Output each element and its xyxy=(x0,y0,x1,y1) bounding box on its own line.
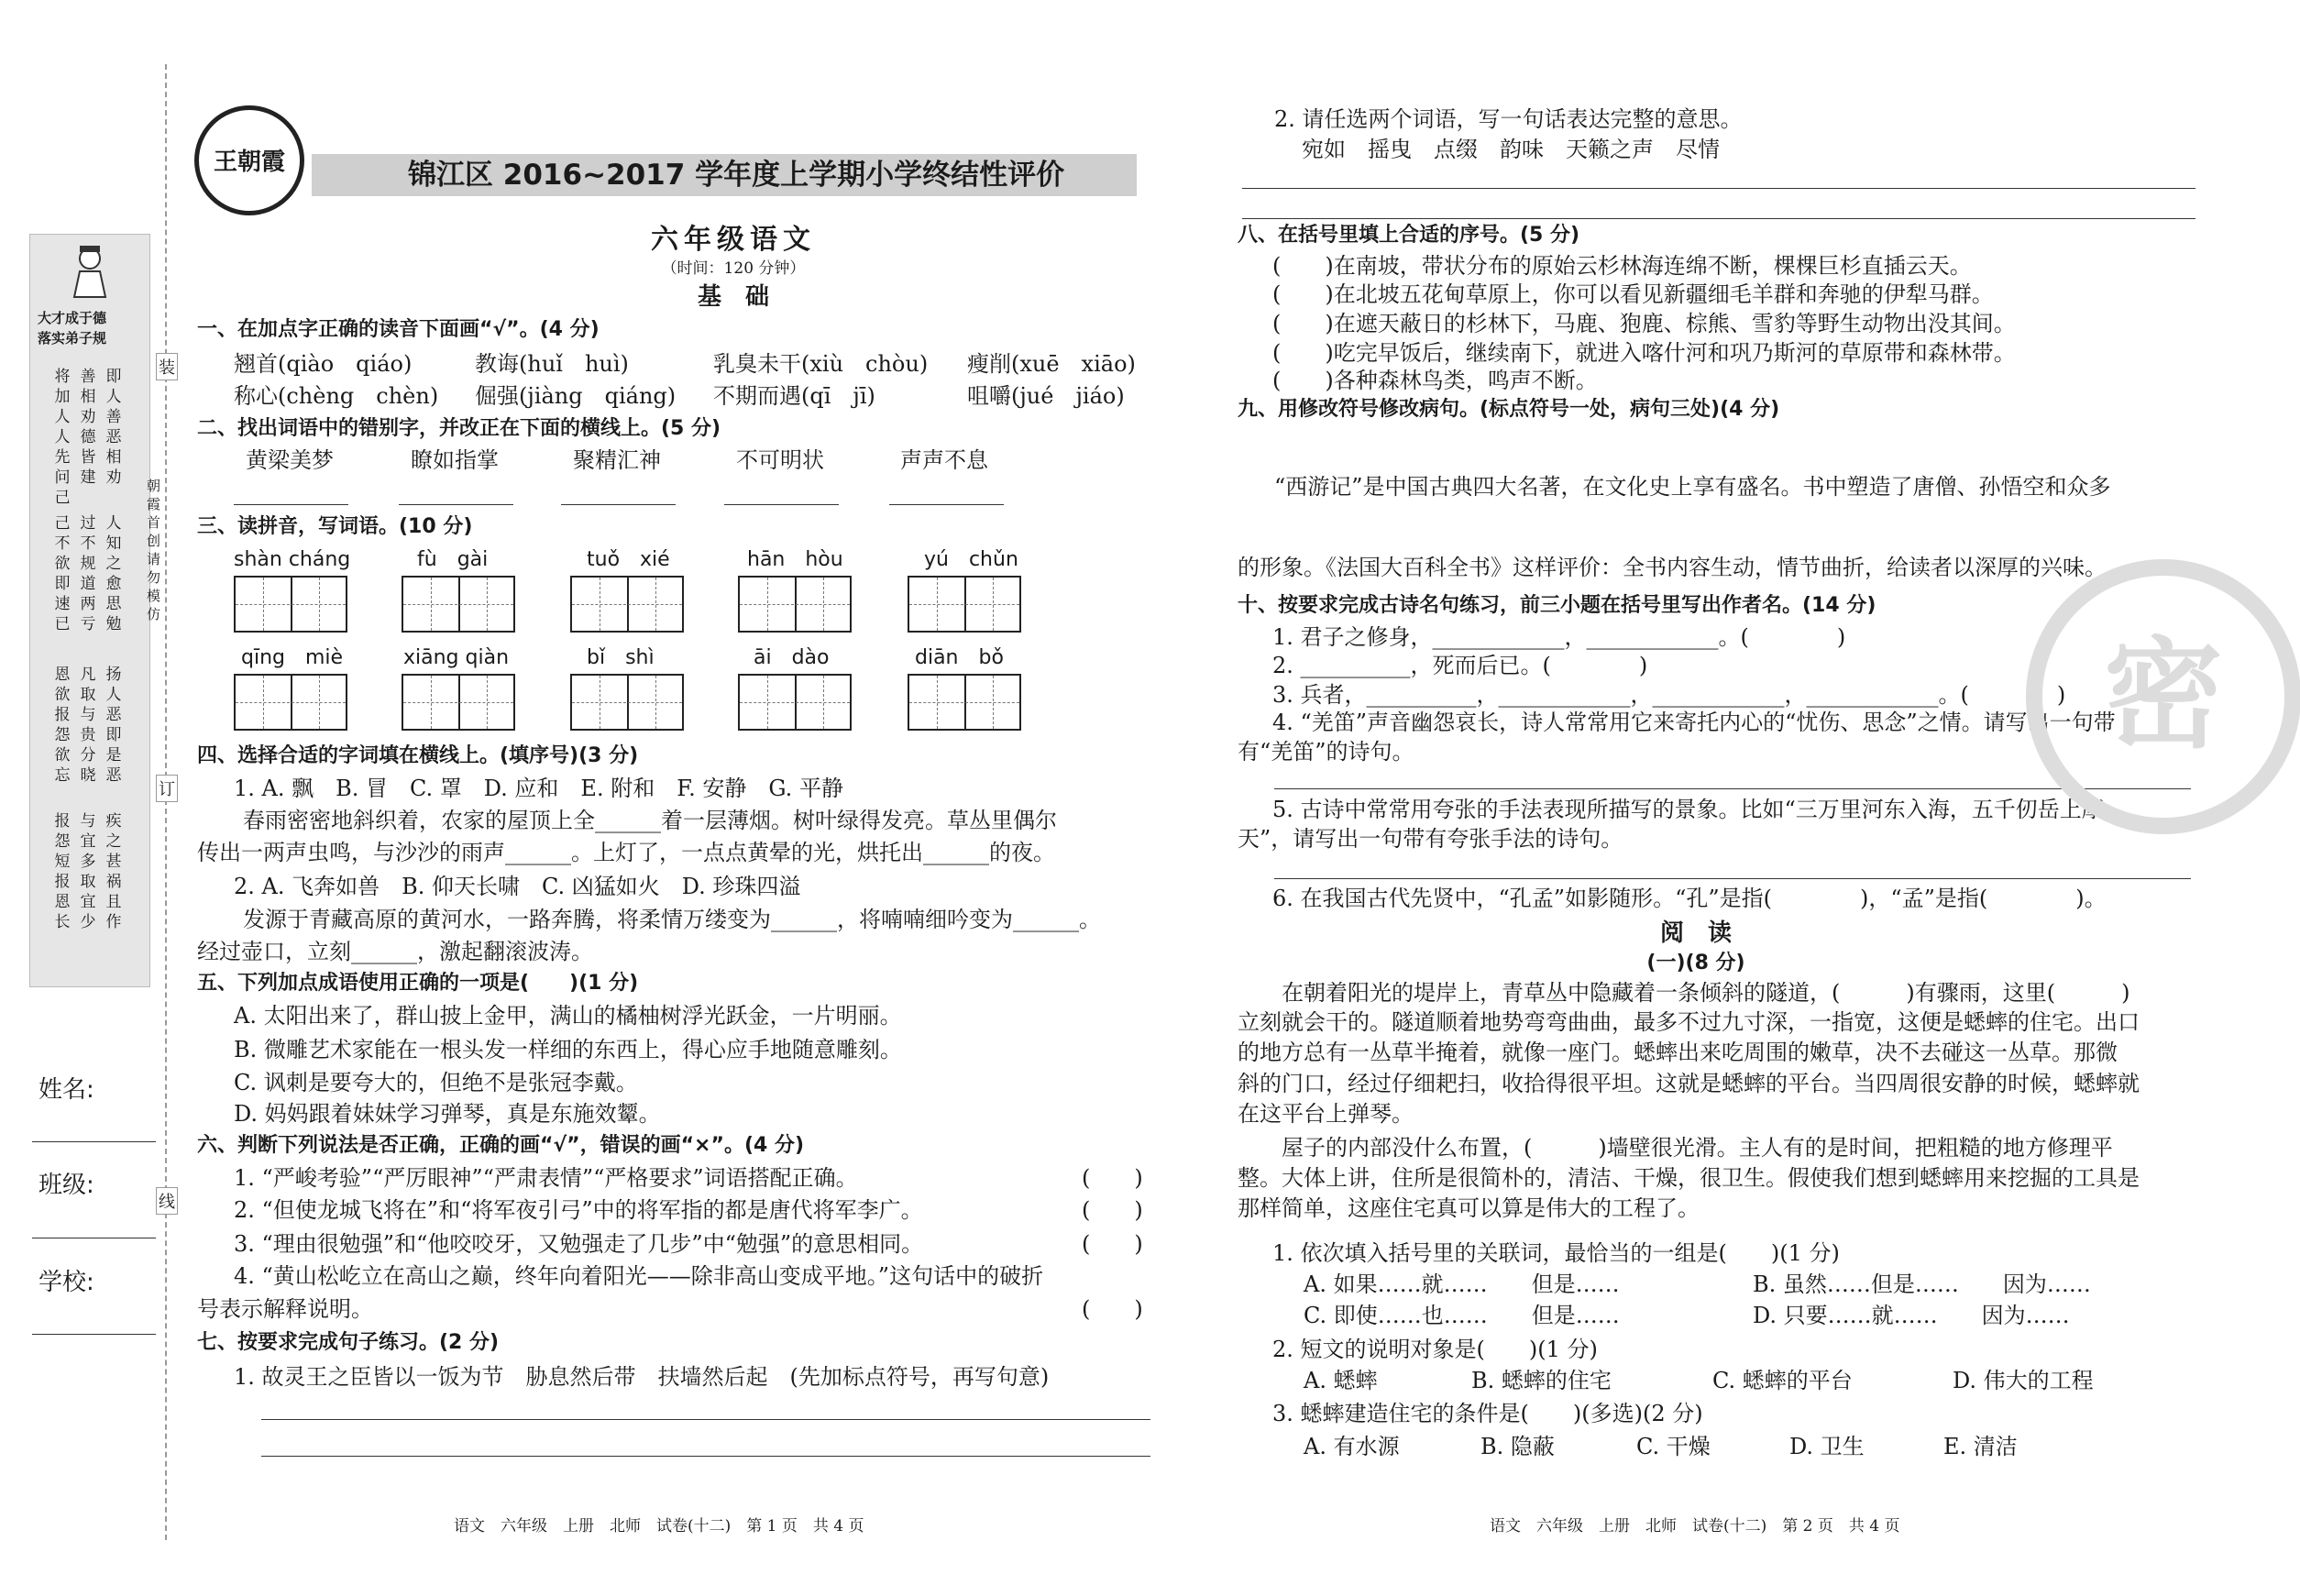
logo-badge xyxy=(194,105,304,215)
q2-answer-line[interactable] xyxy=(724,504,839,505)
q5-heading: 五、下列加点成语使用正确的一项是( )(1 分) xyxy=(197,972,639,995)
q7-2-answer-line[interactable] xyxy=(1242,218,2195,219)
q2-word: 瞭如指掌 xyxy=(411,447,499,473)
q6-item: 3. “理由很勉强”和“他咬咬牙，又勉强走了几步”中“勉强”的意思相同。 xyxy=(234,1231,924,1257)
q3-writing-grid[interactable] xyxy=(908,674,1021,731)
q3-writing-grid[interactable] xyxy=(738,674,852,731)
q4-options-2: 2. A. 飞奔如兽 B. 仰天长啸 C. 凶猛如火 D. 珍珠四溢 xyxy=(234,874,801,899)
reading-heading: 阅 读 xyxy=(1659,919,1732,947)
reading-q2[interactable]: 2. 短文的说明对象是( )(1 分) xyxy=(1272,1337,1598,1362)
class-label: 班级: xyxy=(39,1172,94,1199)
q6-answer-paren[interactable]: ( ) xyxy=(1082,1165,1143,1191)
q1-item[interactable]: 不期而遇(qī jī) xyxy=(713,383,875,409)
motto-col-1: 将加人人先问己 xyxy=(54,368,71,507)
q10-item-3[interactable]: 3. 兵者，__________，____________，____________，____________。( ) xyxy=(1272,682,2066,708)
q1-item[interactable]: 瘦削(xuē xiāo) xyxy=(967,351,1136,377)
reading-q1-option[interactable]: B. 虽然……但是…… 因为…… xyxy=(1753,1271,2091,1297)
q10-5-answer-line[interactable] xyxy=(1274,878,2191,879)
q2-answer-line[interactable] xyxy=(889,504,1004,505)
q7-2-answer-line[interactable] xyxy=(1242,188,2195,189)
q7-item-1: 1. 故灵王之臣皆以一饭为节 胁息然后带 扶墙然后起 (先加标点符号，再写句意) xyxy=(234,1364,1050,1390)
cut-label-3: 线 xyxy=(156,1187,178,1215)
reading-q1-option[interactable]: D. 只要……就…… 因为…… xyxy=(1753,1303,2070,1328)
motto-col-4: 己不欲即速已 xyxy=(54,514,71,633)
q10-item-5a: 5. 古诗中常常用夸张的手法表现所描写的景象。比如“三万里河东入海，五千仞岳上摩 xyxy=(1272,797,2104,822)
reading-q2-option[interactable]: B. 蟋蟀的住宅 xyxy=(1471,1368,1612,1393)
reading-q3-option[interactable]: C. 干燥 xyxy=(1636,1434,1711,1459)
q8-item[interactable]: ( )在南坡，带状分布的原始云杉林海连绵不断，棵棵巨杉直插云天。 xyxy=(1272,253,1972,279)
q2-answer-line[interactable] xyxy=(399,504,513,505)
scholar-figure xyxy=(67,244,113,299)
q3-pinyin: fù gài xyxy=(417,548,489,571)
motto-col-3: 即人善恶相劝 xyxy=(105,368,122,487)
section-basic: 基 础 xyxy=(697,283,769,311)
q3-writing-grid[interactable] xyxy=(738,576,852,633)
slogan-2: 落实弟子规 xyxy=(38,330,107,347)
q10-item-4a: 4. “羌笛”声音幽怨哀长，诗人常常用它来寄托内心的“忧伤、思念”之情。请写出一句带 xyxy=(1272,710,2116,735)
q1-item[interactable]: 教诲(huǐ huì) xyxy=(475,351,629,377)
passage-line: 那样简单，这座住宅真可以算是伟大的工程了。 xyxy=(1238,1195,1700,1221)
subject-title: 六年级语文 xyxy=(651,224,816,256)
q3-writing-grid[interactable] xyxy=(570,576,684,633)
q7-answer-line[interactable] xyxy=(261,1456,1150,1457)
confidential-stamp xyxy=(2026,559,2300,834)
q2-heading: 二、找出词语中的错别字，并改正在下面的横线上。(5 分) xyxy=(197,417,721,440)
q4-text-1a: 春雨密密地斜织着，农家的屋顶上全______着一层薄烟。树叶绿得发亮。草丛里偶尔 xyxy=(243,808,1057,833)
q6-item: 1. “严峻考验”“严厉眼神”“严肃表情”“严格要求”词语搭配正确。 xyxy=(234,1165,858,1191)
q3-writing-grid[interactable] xyxy=(908,576,1021,633)
reading-q3[interactable]: 3. 蟋蟀建造住宅的条件是( )(多选)(2 分) xyxy=(1272,1401,1703,1426)
q9-heading: 九、用修改符号修改病句。(标点符号一处，病句三处)(4 分) xyxy=(1238,398,1780,421)
exam-title: 锦江区 2016~2017 学年度上学期小学终结性评价 xyxy=(408,159,1065,192)
q8-heading: 八、在括号里填上合适的序号。(5 分) xyxy=(1238,224,1580,247)
q6-item-4-cont: 号表示解释说明。 xyxy=(197,1296,373,1322)
motto-col-6: 人知之愈思勉 xyxy=(105,514,122,633)
q8-item[interactable]: ( )吃完早饭后，继续南下，就进入喀什河和巩乃斯河的草原带和森林带。 xyxy=(1272,340,2016,366)
name-line[interactable] xyxy=(32,1141,156,1142)
q3-pinyin: yú chǔn xyxy=(924,548,1018,571)
cut-label-2: 订 xyxy=(156,775,178,802)
q3-pinyin: tuǒ xié xyxy=(587,548,670,571)
q6-item: 4. “黄山松屹立在高山之巅，终年向着阳光——除非高山变成平地。”这句话中的破折 xyxy=(234,1263,1044,1289)
passage-line[interactable]: 屋子的内部没什么布置，( )墙壁很光滑。主人有的是时间，把粗糙的地方修理平 xyxy=(1282,1135,2113,1161)
q6-answer-paren[interactable]: ( ) xyxy=(1082,1296,1143,1322)
q7-item-2-words: 宛如 摇曳 点缀 韵味 天籁之声 尽情 xyxy=(1302,137,1720,162)
q2-word: 声声不息 xyxy=(900,447,988,473)
q7-heading: 七、按要求完成句子练习。(2 分) xyxy=(197,1331,500,1354)
q6-answer-paren[interactable]: ( ) xyxy=(1082,1197,1143,1223)
passage-line: 的地方总有一丛草半掩着，就像一座门。蟋蟀出来吃周围的嫩草，决不去碰这一丛草。那微 xyxy=(1238,1040,2118,1065)
motto-col-8: 凡取与贵分晓 xyxy=(80,666,96,785)
q5-option[interactable]: D. 妈妈跟着妹妹学习弹琴，真是东施效颦。 xyxy=(234,1101,661,1127)
q8-item[interactable]: ( )在北坡五花甸草原上，你可以看见新疆细毛羊群和奔驰的伊犁马群。 xyxy=(1272,281,1994,307)
q4-text-1b: 传出一两声虫鸣，与沙沙的雨声______。上灯了，一点点黄晕的光，烘托出______的夜。 xyxy=(197,840,1055,865)
reading-q3-option[interactable]: E. 清洁 xyxy=(1943,1434,2018,1459)
q3-pinyin: hān hòu xyxy=(747,548,843,571)
q6-heading: 六、判断下列说法是否正确，正确的画“√”，错误的画“×”。(4 分) xyxy=(197,1134,805,1157)
school-line[interactable] xyxy=(32,1334,156,1335)
binding-cut-line xyxy=(165,64,167,1540)
q4-options-1: 1. A. 飘 B. 冒 C. 罩 D. 应和 E. 附和 F. 安静 G. 平静 xyxy=(234,776,843,801)
q3-writing-grid[interactable] xyxy=(234,674,347,731)
q1-item[interactable]: 翘首(qiào qiáo) xyxy=(234,351,413,377)
reading-q1-option[interactable]: C. 即使……也…… 但是…… xyxy=(1304,1303,1620,1328)
q2-word: 黄梁美梦 xyxy=(246,447,334,473)
q5-option[interactable]: C. 讽刺是要夸大的，但绝不是张冠李戴。 xyxy=(234,1070,638,1095)
q3-pinyin: qīng miè xyxy=(241,646,344,669)
q10-item-4b: 有“羌笛”的诗句。 xyxy=(1238,739,1414,765)
q3-pinyin: diān bǒ xyxy=(915,646,1004,669)
school-label: 学校: xyxy=(39,1269,94,1296)
q1-item[interactable]: 倔强(jiàng qiáng) xyxy=(475,383,677,409)
q3-writing-grid[interactable] xyxy=(402,576,515,633)
name-label: 姓名: xyxy=(39,1076,94,1104)
q3-pinyin: āi dào xyxy=(754,646,830,669)
passage-line: 整。大体上讲，住所是很简朴的，清洁、干燥，很卫生。假使我们想到蟋蟀用来挖掘的工具是 xyxy=(1238,1165,2140,1191)
reading-q3-option[interactable]: D. 卫生 xyxy=(1789,1434,1865,1459)
motto-col-10: 报怨短报恩长 xyxy=(54,812,71,931)
q2-answer-line[interactable] xyxy=(561,504,676,505)
q3-writing-grid[interactable] xyxy=(234,576,347,633)
q6-item: 2. “但使龙城飞将在”和“将军夜引弓”中的将军指的都是唐代将军李广。 xyxy=(234,1197,923,1223)
passage-line: 立刻就会干的。隧道顺着地势弯弯曲曲，最多不过九寸深，一指宽，这便是蟋蟀的住宅。出口 xyxy=(1238,1009,2140,1035)
reading-q3-option[interactable]: B. 隐蔽 xyxy=(1480,1434,1555,1459)
q9-text-a[interactable]: “西游记”是中国古典四大名著，在文化史上享有盛名。书中塑造了唐僧、孙悟空和众多 xyxy=(1274,474,2111,500)
passage-line: 在这平台上弹琴。 xyxy=(1238,1101,1414,1127)
footer-right: 语文 六年级 上册 北师 试卷(十二) 第 2 页 共 4 页 xyxy=(1490,1517,1900,1535)
reading-q1-option[interactable]: A. 如果……就…… 但是…… xyxy=(1304,1271,1620,1297)
q4-text-2b: 经过壶口，立刻______，激起翻滚波涛。 xyxy=(197,939,593,964)
motto-col-5: 过不规道两亏 xyxy=(80,514,96,633)
q1-item[interactable]: 称心(chèng chèn) xyxy=(234,383,439,409)
q6-answer-paren[interactable]: ( ) xyxy=(1082,1231,1143,1257)
q3-pinyin: bǐ shì xyxy=(587,646,655,669)
q10-item-1[interactable]: 1. 君子之修身，____________，____________。( ) xyxy=(1272,624,1846,650)
reading-part-1: (一)(8 分) xyxy=(1646,952,1745,974)
q9-text-b[interactable]: 的形象。《法国大百科全书》这样评价：全书内容生动，情节曲折，给读者以深厚的兴味。 xyxy=(1238,555,2107,580)
q2-word: 聚精汇神 xyxy=(573,447,661,473)
motto-col-9: 扬人恶即是恶 xyxy=(105,666,122,785)
q1-item[interactable]: 乳臭未干(xiù chòu) xyxy=(713,351,929,377)
q2-answer-line[interactable] xyxy=(234,504,348,505)
reading-q2-option[interactable]: A. 蟋蟀 xyxy=(1304,1368,1378,1393)
passage-line[interactable]: 在朝着阳光的堤岸上，青草丛中隐藏着一条倾斜的隧道，( )有骤雨，这里( ) xyxy=(1282,980,2130,1006)
logo-text: 王朝霞 xyxy=(213,149,285,176)
q10-heading: 十、按要求完成古诗名句练习，前三小题在括号里写出作者名。(14 分) xyxy=(1238,594,1876,617)
q5-option[interactable]: B. 微雕艺术家能在一根头发一样细的东西上，得心应手地随意雕刻。 xyxy=(234,1037,902,1062)
q7-item-2: 2. 请任选两个词语，写一句话表达完整的意思。 xyxy=(1274,106,1743,132)
q10-item-2[interactable]: 2. __________，死而后已。( ) xyxy=(1272,653,1648,678)
exam-time: （时间：120 分钟） xyxy=(661,259,806,278)
q3-pinyin: xiāng qiàn xyxy=(403,646,510,669)
q8-item[interactable]: ( )各种森林鸟类，鸣声不断。 xyxy=(1272,368,1598,393)
q10-4-answer-line[interactable] xyxy=(1274,788,2191,789)
slogan-1: 大才成于德 xyxy=(38,310,107,326)
q1-item[interactable]: 咀嚼(jué jiáo) xyxy=(967,383,1125,409)
q2-word: 不可明状 xyxy=(736,447,824,473)
q1-heading: 一、在加点字正确的读音下面画“√”。(4 分) xyxy=(197,318,600,341)
motto-col-2: 善相劝德皆建 xyxy=(80,368,96,487)
stamp-text: 密 xyxy=(2103,624,2223,765)
passage-line: 斜的门口，经过仔细耙扫，收拾得很平坦。这就是蟋蟀的平台。当四周很安静的时候，蟋蟀就 xyxy=(1238,1071,2140,1096)
q10-item-6[interactable]: 6. 在我国古代先贤中，“孔孟”如影随形。“孔”是指( )，“孟”是指( )。 xyxy=(1272,886,2107,911)
motto-col-12: 疾之甚祸且作 xyxy=(105,812,122,931)
q10-item-5b: 天”，请写出一句带有夸张手法的诗句。 xyxy=(1238,826,1623,852)
motto-col-7: 恩欲报怨欲忘 xyxy=(54,666,71,785)
footer-left: 语文 六年级 上册 北师 试卷(十二) 第 1 页 共 4 页 xyxy=(454,1517,864,1535)
q7-answer-line[interactable] xyxy=(261,1419,1150,1420)
reading-q2-option[interactable]: C. 蟋蟀的平台 xyxy=(1712,1368,1853,1393)
q4-heading: 四、选择合适的字词填在横线上。(填序号)(3 分) xyxy=(197,744,639,767)
reading-q2-option[interactable]: D. 伟大的工程 xyxy=(1953,1368,2094,1393)
cut-label-1: 装 xyxy=(156,353,178,380)
q3-writing-grid[interactable] xyxy=(402,674,515,731)
reading-q1[interactable]: 1. 依次填入括号里的关联词，最恰当的一组是( )(1 分) xyxy=(1272,1240,1840,1266)
q4-text-2a: 发源于青藏高原的黄河水，一路奔腾，将柔情万缕变为______，将喃喃细吟变为______。 xyxy=(243,907,1101,932)
motto-col-11: 与宜多取宜少 xyxy=(80,812,96,931)
vertical-note: 朝霞首创 请勿模仿 xyxy=(147,478,161,622)
q3-writing-grid[interactable] xyxy=(570,674,684,731)
reading-q3-option[interactable]: A. 有水源 xyxy=(1304,1434,1400,1459)
q5-option[interactable]: A. 太阳出来了，群山披上金甲，满山的橘柚树浮光跃金，一片明丽。 xyxy=(234,1003,902,1029)
q3-heading: 三、读拼音，写词语。(10 分) xyxy=(197,515,473,538)
q8-item[interactable]: ( )在遮天蔽日的杉林下，马鹿、狍鹿、棕熊、雪豹等野生动物出没其间。 xyxy=(1272,311,2016,336)
q3-pinyin: shàn cháng xyxy=(234,548,351,571)
